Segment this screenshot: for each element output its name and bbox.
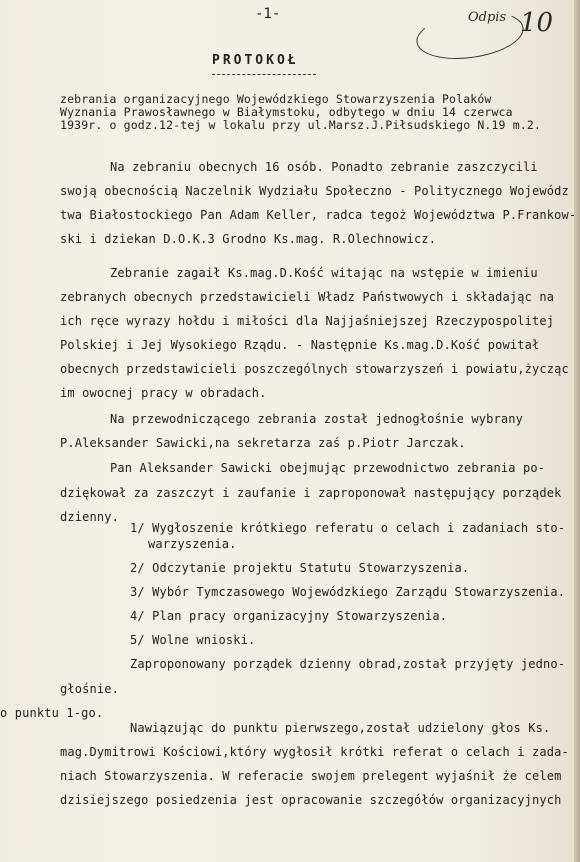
text-line: P.Aleksander Sawicki,na sekretarza zaś p.Piotr Jarczak.	[60, 436, 466, 450]
text-line: zebranych obecnych przedstawicieli Władz Państwowych i składając na	[60, 290, 555, 304]
text-line: obecnych przedstawicieli poszczególnych stowarzyszeń i powiatu,życząc	[60, 362, 569, 376]
text-line: Na przewodniczącego zebrania został jednogłośnie wybrany	[110, 412, 523, 426]
text-line: niach Stowarzyszenia. W referacie swojem prelegent wyjaśnił że celem	[60, 769, 562, 783]
document-title: PROTOKOŁ	[212, 53, 299, 68]
text-line: zebrania organizacyjnego Wojewódzkiego Stowarzyszenia Polaków	[60, 92, 492, 106]
text-line: Pan Aleksander Sawicki obejmując przewodnictwo zebrania po-	[110, 461, 546, 475]
text-line: twa Białostockiego Pan Adam Keller, radca tegoż Województwa P.Frankow-	[60, 208, 577, 222]
text-line: mag.Dymitrowi Kościowi,który wygłosił krótki referat o celach i zada-	[60, 745, 569, 759]
agenda-item: 2/ Odczytanie projektu Statutu Stowarzyszenia.	[130, 561, 470, 575]
agenda-item: 1/ Wygłoszenie krótkiego referatu o celach i zadaniach sto-	[130, 521, 566, 535]
text-line: ski i dziekan D.O.K.3 Grodno Ks.mag. R.Olechnowicz.	[60, 232, 437, 246]
text-line: dzisiejszego posiedzenia jest opracowanie szczegółów organizacyjnych	[60, 793, 562, 807]
text-line: im owocnej pracy w obradach.	[60, 386, 267, 400]
text-line: dziękował za zaszczyt i zaufanie i zaproponował następujący porządek	[60, 486, 562, 500]
handwritten-number: 10	[520, 8, 554, 38]
page-number: -1-	[255, 6, 281, 22]
text-line: swoją obecnością Naczelnik Wydziału Społeczno - Politycznego Wojewódz	[60, 184, 569, 198]
text-line: Polskiej i Jej Wysokiego Rządu. - Następnie Ks.mag.D.Kość powitał	[60, 338, 540, 352]
text-line: 1939r. o godz.12-tej w lokalu przy ul.Marsz.J.Piłsudskiego N.19 m.2.	[60, 118, 542, 132]
text-line: Nawiązując do punktu pierwszego,został udzielony głos Ks.	[130, 721, 551, 735]
text-line: Wyznania Prawosławnego w Białymstoku, odbytego w dniu 14 czerwca	[60, 105, 513, 119]
text-line: Zebranie zagaił Ks.mag.D.Kość witając na wstępie w imieniu	[110, 266, 538, 280]
handwritten-note: Odpis	[468, 10, 507, 25]
agenda-item: 4/ Plan pracy organizacyjny Stowarzyszenia.	[130, 609, 448, 623]
agenda-item-continuation: warzyszenia.	[148, 537, 237, 551]
paper-edge	[574, 0, 580, 862]
agenda-item: 5/ Wolne wnioski.	[130, 633, 256, 647]
text-line: głośnie.	[60, 682, 119, 696]
text-line: Na zebraniu obecnych 16 osób. Ponadto zebranie zaszczycili	[110, 160, 538, 174]
title-underline	[212, 74, 316, 75]
text-line: Zaproponowany porządek dzienny obrad,został przyjęty jedno-	[130, 657, 566, 671]
section-heading: o punktu 1-go.	[0, 706, 104, 720]
text-line: dzienny.	[60, 510, 119, 524]
text-line: ich ręce wyrazy hołdu i miłości dla Najjaśniejszej Rzeczypospolitej	[60, 314, 555, 328]
agenda-item: 3/ Wybór Tymczasowego Wojewódzkiego Zarządu Stowarzyszenia.	[130, 585, 566, 599]
